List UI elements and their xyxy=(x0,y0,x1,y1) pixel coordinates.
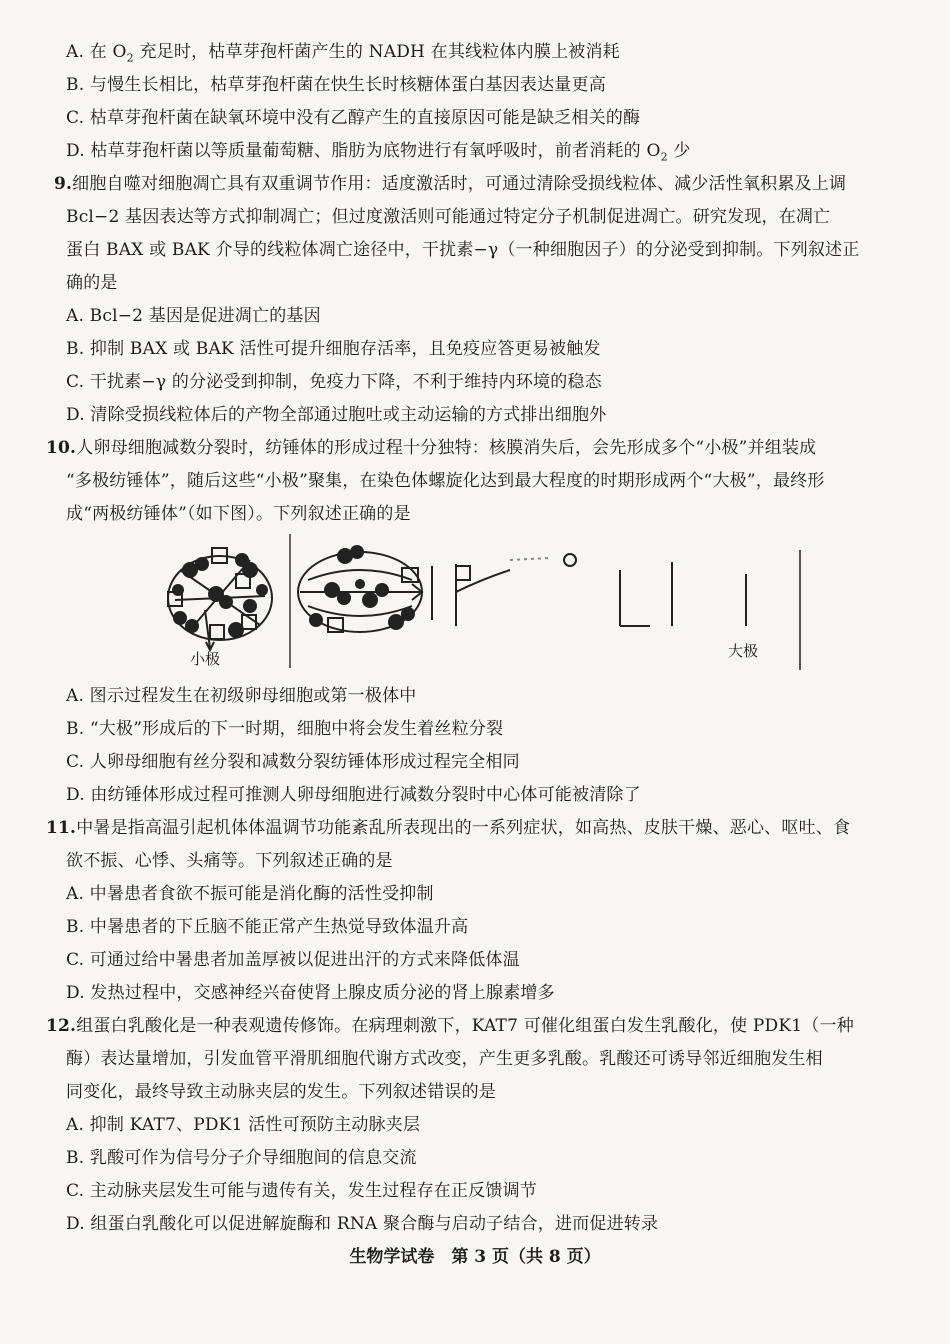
q10-option-a: A. 图示过程发生在初级卵母细胞或第一极体中 xyxy=(66,686,417,706)
q10-option-d: D. 由纺锤体形成过程可推测人卵母细胞进行减数分裂时中心体可能被清除了 xyxy=(66,785,641,805)
q11-option-d: D. 发热过程中，交感神经兴奋使肾上腺皮质分泌的肾上腺素增多 xyxy=(66,983,555,1003)
q12-stem-line3: 同变化，最终导致主动脉夹层的发生。下列叙述错误的是 xyxy=(66,1082,496,1102)
q12-option-a: A. 抑制 KAT7、PDK1 活性可预防主动脉夹层 xyxy=(66,1115,421,1135)
option-8a: A. 在 $O_2$ 充足时，枯草芽孢杆菌产生的 NADH 在其线粒体内膜上被消耗 xyxy=(66,42,620,65)
q12-option-b: B. 乳酸可作为信号分子介导细胞间的信息交流 xyxy=(66,1148,417,1168)
q10-stem-line1: 10.人卵母细胞减数分裂时，纺锤体的形成过程十分独特：核膜消失后，会先形成多个“小极”并组装成 xyxy=(46,438,817,458)
option-8b: B. 与慢生长相比，枯草芽孢杆菌在快生长时核糖体蛋白基因表达量更高 xyxy=(66,75,606,95)
q12-stem-line1: 12.组蛋白乳酸化是一种表观遗传修饰。在病理刺激下，KAT7 可催化组蛋白发生乳酸化，使 PDK1（一种 xyxy=(46,1016,854,1036)
q11-option-b: B. 中暑患者的下丘脑不能正常产生热觉导致体温升高 xyxy=(66,917,469,937)
q11-option-c: C. 可通过给中暑患者加盖厚被以促进出汗的方式来降低体温 xyxy=(66,950,520,970)
q9-option-d: D. 清除受损线粒体后的产物全部通过胞吐或主动运输的方式排出细胞外 xyxy=(66,405,607,425)
page-footer: 生物学试卷 第 3 页（共 8 页） xyxy=(349,1247,601,1267)
q10-stem-line3: 成“两极纺锤体”（如下图）。下列叙述正确的是 xyxy=(66,504,411,524)
option-8c: C. 枯草芽孢杆菌在缺氧环境中没有乙醇产生的直接原因可能是缺乏相关的酶 xyxy=(66,108,641,128)
q9-option-a: A. Bcl−2 基因是促进凋亡的基因 xyxy=(66,306,321,326)
q9-option-b: B. 抑制 BAX 或 BAK 活性可提升细胞存活率，且免疫应答更易被触发 xyxy=(66,339,601,359)
q9-stem-line2: Bcl−2 基因表达等方式抑制凋亡；但过度激活则可能通过特定分子机制促进凋亡。研究发现，在凋亡 xyxy=(66,207,831,227)
q10-option-b: B. “大极”形成后的下一时期，细胞中将会发生着丝粒分裂 xyxy=(66,719,504,739)
q10-stem-line2: “多极纺锤体”，随后这些“小极”聚集，在染色体螺旋化达到最大程度的时期形成两个“大极”，最终形 xyxy=(66,471,825,491)
q11-stem-line1: 11.中暑是指高温引起机体体温调节功能紊乱所表现出的一系列症状，如高热、皮肤干燥、恶心、呕吐、食 xyxy=(46,818,851,838)
q9-option-c: C. 干扰素−γ 的分泌受到抑制，免疫力下降，不利于维持内环境的稳态 xyxy=(66,372,602,392)
small-pole-label: 小极 xyxy=(190,650,221,668)
q11-stem-line2: 欲不振、心悸、头痛等。下列叙述正确的是 xyxy=(66,851,393,871)
q10-option-c: C. 人卵母细胞有丝分裂和减数分裂纺锤体形成过程完全相同 xyxy=(66,752,520,772)
q12-option-d: D. 组蛋白乳酸化可以促进解旋酶和 RNA 聚合酶与启动子结合，进而促进转录 xyxy=(66,1214,659,1234)
q9-stem-line1: 9.细胞自噬对细胞凋亡具有双重调节作用：适度激活时，可通过清除受损线粒体、减少活性氧积累及上调 xyxy=(54,174,847,194)
q12-stem-line2: 酶）表达量增加，引发血管平滑肌细胞代谢方式改变，产生更多乳酸。乳酸还可诱导邻近细胞发生相 xyxy=(66,1049,823,1069)
spindle-figure xyxy=(150,530,850,678)
q12-option-c: C. 主动脉夹层发生可能与遗传有关，发生过程存在正反馈调节 xyxy=(66,1181,538,1201)
q9-stem-line3: 蛋白 BAX 或 BAK 介导的线粒体凋亡途径中，干扰素−γ（一种细胞因子）的分泌受到抑制。下列叙述正 xyxy=(66,240,860,260)
q11-option-a: A. 中暑患者食欲不振可能是消化酶的活性受抑制 xyxy=(66,884,434,904)
large-pole-label: 大极 xyxy=(728,642,759,660)
option-8d: D. 枯草芽孢杆菌以等质量葡萄糖、脂肪为底物进行有氧呼吸时，前者消耗的 $O_2$ 少 xyxy=(66,141,691,164)
q9-stem-line4: 确的是 xyxy=(66,273,118,293)
